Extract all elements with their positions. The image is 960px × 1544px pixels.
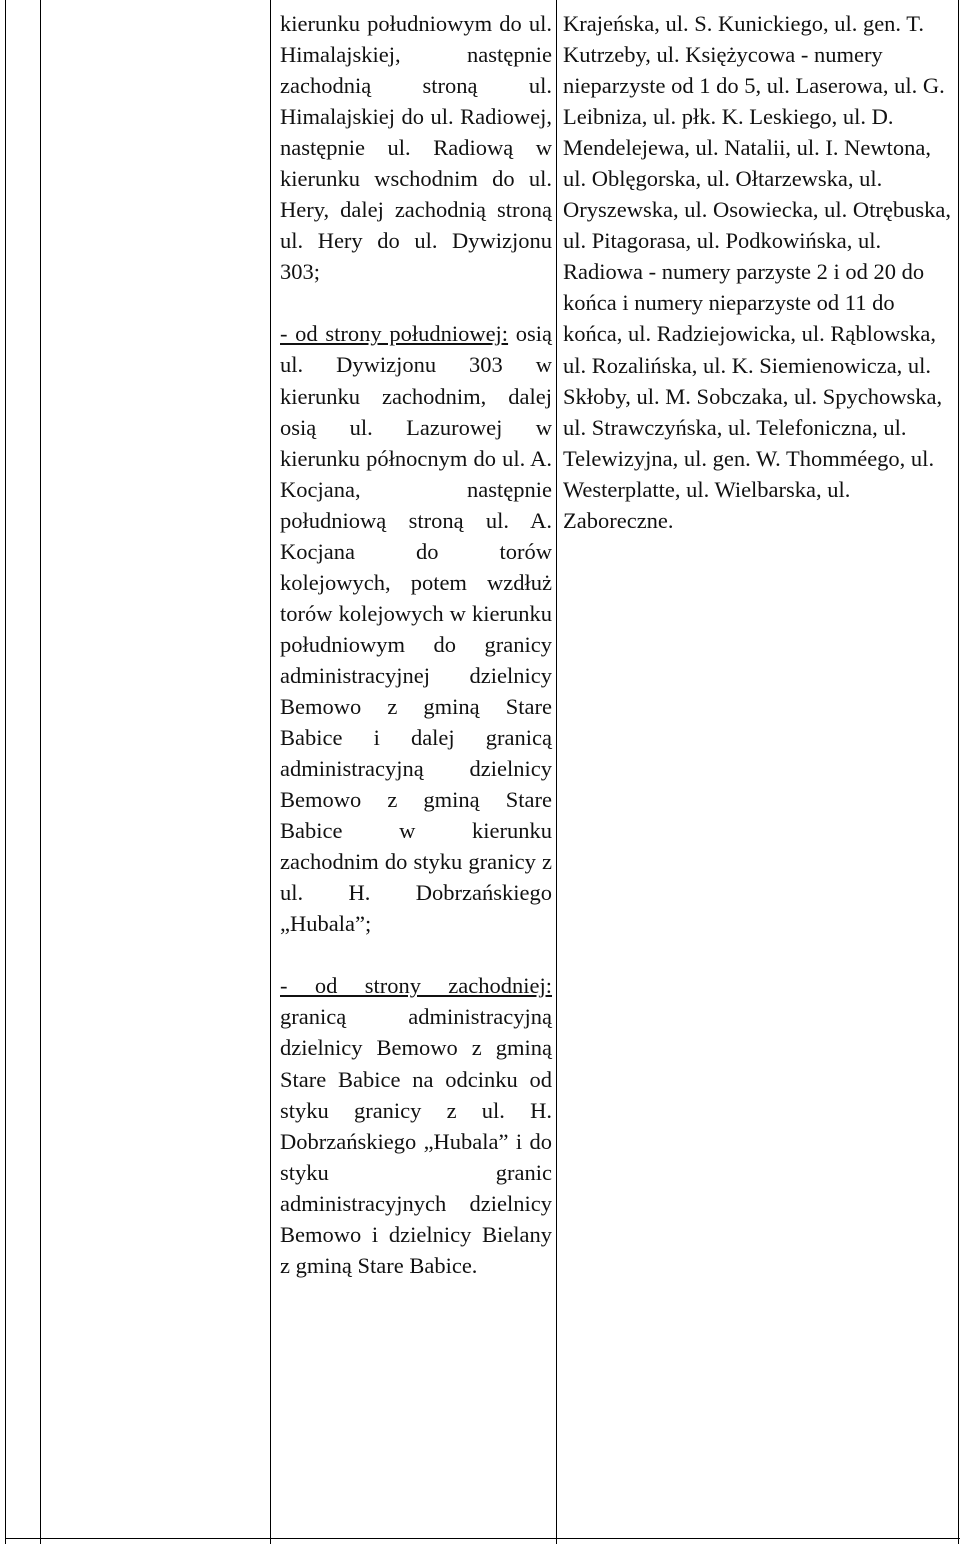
- table-border-left: [5, 0, 6, 1544]
- column-divider-1: [40, 0, 41, 1544]
- table-border-bottom: [5, 1538, 960, 1539]
- west-boundary-text: granicą administracyjną dzielnicy Bemowo z gminą Stare Babice na odcinku od styku granicy z ul. H. Dobrzańskiego „Hubala” i do styku granic administracyjnych dzielnicy Bemowo i dzielnicy Bielany z gminą Stare Babice.: [280, 1004, 552, 1278]
- west-boundary-heading: - od strony zachodniej:: [280, 973, 552, 999]
- west-boundary-section: [280, 970, 552, 1280]
- streets-cell: [563, 8, 956, 536]
- boundary-description-cell: [280, 8, 552, 1281]
- table-border-right: [958, 0, 959, 1544]
- north-boundary-continuation: kierunku południowym do ul. Himalajskiej, następnie zachodnią stroną ul. Himalajskiej do ul. Radiowej, następnie ul. Radiową w kierunku wschodnim do ul. Hery, dalej zachodnią stroną ul. Hery do ul. Dywizjonu 303;: [280, 11, 552, 285]
- south-boundary-section: [280, 318, 552, 939]
- streets-list: Krajeńska, ul. S. Kunickiego, ul. gen. T. Kutrzeby, ul. Księżycowa - numery nieparzyste od 1 do 5, ul. Laserowa, ul. G. Leibniza, ul. płk. K. Leskiego, ul. D. Mendelejewa, ul. Natalii, ul. I. Newtona, ul. Oblęgorska, ul. Ołtarzewska, ul. Oryszewska, ul. Osowiecka, ul. Otrębuska, ul. Pitagorasa, ul. Podkowińska, ul. Radiowa - numery parzyste 2 i od 20 do końca i numery nieparzyste od 11 do końca, ul. Radziejowicka, ul. Rąblowska, ul. Rozalińska, ul. K. Siemienowicza, ul. Skłoby, ul. M. Sobczaka, ul. Spychowska, ul. Strawczyńska, ul. Telefoniczna, ul. Telewizyjna, ul. gen. W. Thomméego, ul. Westerplatte, ul. Wielbarska, ul. Zaboreczne.: [563, 11, 952, 533]
- south-boundary-text: osią ul. Dywizjonu 303 w kierunku zachodnim, dalej osią ul. Lazurowej w kierunku północnym do ul. A. Kocjana, następnie południową stroną ul. A. Kocjana do torów kolejowych, potem wzdłuż torów kolejowych w kierunku południowym do granicy administracyjnej dzielnicy Bemowo z gminą Stare Babice i dalej granicą administracyjną dzielnicy Bemowo z gminą Stare Babice w kierunku zachodnim do styku granicy z ul. H. Dobrzańskiego „Hubala”;: [280, 321, 553, 937]
- column-divider-2: [270, 0, 271, 1544]
- column-divider-3: [556, 0, 557, 1544]
- south-boundary-heading: - od strony południowej:: [280, 321, 509, 347]
